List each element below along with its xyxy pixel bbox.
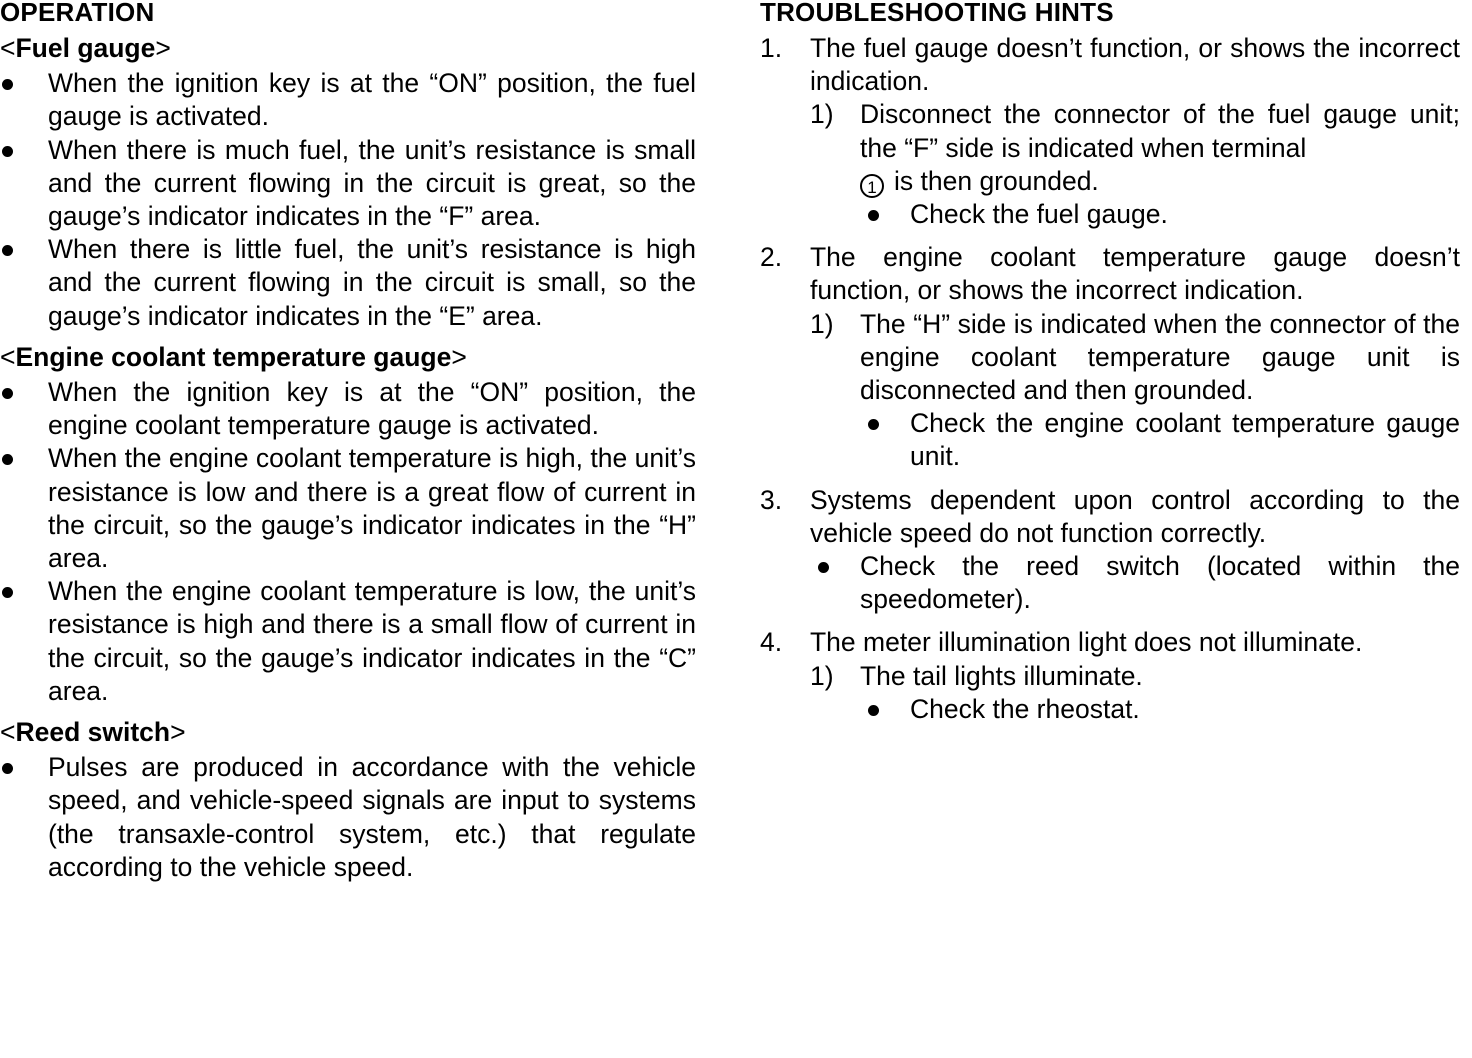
bullet-icon	[2, 454, 13, 465]
reed-switch-subheading: <Reed switch>	[0, 717, 186, 748]
check-item: Check the reed switch (located within the speedometer).	[810, 550, 1460, 616]
hint-item-4	[760, 626, 1460, 726]
operation-heading: OPERATION	[0, 0, 155, 27]
reed-switch-section	[0, 716, 696, 884]
troubleshooting-column	[760, 0, 1460, 736]
hint-item-1	[760, 32, 1460, 231]
bullet-icon	[2, 146, 13, 157]
hint-item-2	[760, 241, 1460, 473]
operation-column	[0, 0, 696, 892]
check-item: Check the fuel gauge.	[860, 198, 1460, 231]
step-number: 1)	[810, 99, 834, 130]
hint-item-3	[760, 484, 1460, 617]
bullet-icon	[2, 79, 13, 90]
list-item: When the ignition key is at the “ON” position, the engine coolant temperature gauge is activated.	[0, 376, 696, 442]
hint-step	[810, 660, 1460, 726]
hint-number: 4.	[760, 627, 783, 658]
bullet-icon	[868, 210, 879, 221]
bullet-icon	[2, 763, 13, 774]
step-number: 1)	[810, 660, 834, 691]
check-item: Check the engine coolant temperature gauge unit.	[860, 407, 1460, 473]
hint-step	[810, 98, 1460, 231]
list-item: When there is little fuel, the unit’s resistance is high and the current flowing in the circuit is small, so the gauge’s indicator indicates in the “E” area.	[0, 233, 696, 333]
hint-text: The engine coolant temperature gauge doesn’t function, or shows the incorrect indication.	[810, 242, 1460, 306]
fuel-gauge-subheading: <Fuel gauge>	[0, 33, 171, 63]
bullet-icon	[2, 388, 13, 399]
step-number: 1)	[810, 308, 834, 339]
bullet-icon	[868, 419, 879, 430]
hint-number: 3.	[760, 484, 783, 515]
list-item: When there is much fuel, the unit’s resistance is small and the current flowing in the circuit is great, so the gauge’s indicator indicates in the “F” area.	[0, 134, 696, 234]
bullet-icon	[2, 245, 13, 256]
coolant-gauge-section	[0, 341, 696, 708]
hint-number: 2.	[760, 242, 783, 273]
hint-text: The fuel gauge doesn’t function, or shows the incorrect indication.	[810, 33, 1460, 97]
hint-text: Systems dependent upon control according to the vehicle speed do not function correctly.	[810, 484, 1460, 548]
list-item: When the engine coolant temperature is high, the unit’s resistance is low and there is a great flow of current in the circuit, so the gauge’s indicator indicates in the “H” area.	[0, 442, 696, 575]
hint-text: The meter illumination light does not illuminate.	[810, 627, 1363, 658]
list-item: Pulses are produced in accordance with the vehicle speed, and vehicle-speed signals are input to systems (the transaxle-control system, etc.) that regulate according to the vehicle speed.	[0, 751, 696, 884]
bullet-icon	[818, 562, 829, 573]
list-item: When the ignition key is at the “ON” position, the fuel gauge is activated.	[0, 67, 696, 133]
coolant-gauge-subheading: <Engine coolant temperature gauge>	[0, 341, 467, 372]
hint-step	[810, 308, 1460, 474]
list-item: When the engine coolant temperature is low, the unit’s resistance is high and there is a small flow of current in the circuit, so the gauge’s indicator indicates in the “C” area.	[0, 575, 696, 708]
fuel-gauge-section	[0, 32, 696, 333]
bullet-icon	[868, 705, 879, 716]
check-item: Check the rheostat.	[860, 693, 1460, 726]
troubleshooting-heading: TROUBLESHOOTING HINTS	[760, 0, 1114, 27]
terminal-number-icon: 1	[860, 174, 884, 198]
step-text: Disconnect the connector of the fuel gauge unit; the “F” side is indicated when terminal 1 is then grounded.	[860, 99, 1460, 197]
bullet-icon	[2, 587, 13, 598]
step-text: The “H” side is indicated when the connector of the engine coolant temperature gauge unit is disconnected and then grounded.	[860, 308, 1460, 406]
step-text: The tail lights illuminate.	[860, 660, 1143, 691]
hint-number: 1.	[760, 33, 783, 63]
